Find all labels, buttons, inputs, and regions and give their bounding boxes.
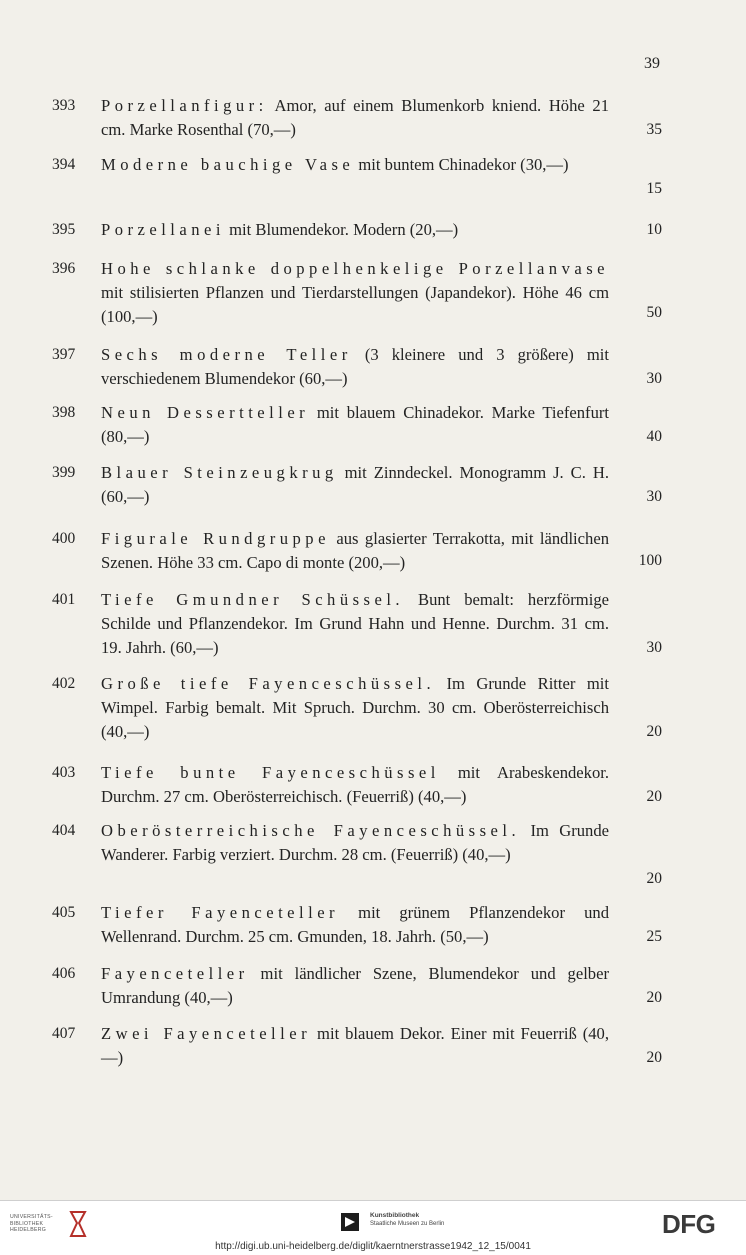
lot-price: 30 [646, 370, 662, 387]
lot-number: 399 [52, 464, 76, 481]
lot-number: 401 [52, 591, 76, 608]
lot-number: 395 [52, 221, 76, 238]
lot-price: 20 [646, 1049, 662, 1066]
lot-price: 50 [646, 304, 662, 321]
lot-number: 394 [52, 156, 76, 173]
lot-title: Blauer Steinzeugkrug [101, 463, 338, 482]
lot-title: Figurale Rundgruppe [101, 529, 330, 548]
library-subtitle: Staatliche Museen zu Berlin [370, 1221, 445, 1227]
lot-details: Bunt bemalt: herzförmige Schilde und Pflanzendekor. Im Grund Hahn und Henne. Durchm. 31 cm. 19. Jahrh. (60,—) [101, 590, 609, 657]
lot-details: mit buntem Chinadekor (30,—) [354, 155, 569, 174]
lot-price: 20 [646, 788, 662, 805]
lot-details: mit Arabeskendekor. Durchm. 27 cm. Oberösterreichisch. (Feuerriß) (40,—) [101, 763, 609, 806]
university-seal-icon [68, 1209, 88, 1239]
lot-description [101, 94, 609, 142]
kunstbibliothek-logo-icon [341, 1213, 359, 1231]
lot-description [101, 962, 609, 1010]
lot-details: mit stilisierten Pflanzen und Tierdarstellungen (Japandekor). Höhe 46 cm (100,—) [101, 283, 609, 326]
lot-details: mit blauem Dekor. Einer mit Feuerriß (40,—) [101, 1024, 609, 1067]
lot-price: 20 [646, 723, 662, 740]
lot-price: 100 [638, 552, 662, 569]
lot-number: 402 [52, 675, 76, 692]
lot-title: Fayenceteller [101, 964, 249, 983]
lot-number: 404 [52, 822, 76, 839]
digitization-footer [0, 1200, 746, 1255]
lot-description [101, 343, 609, 391]
lot-details: aus glasierter Terrakotta, mit ländlichen Szenen. Höhe 33 cm. Capo di monte (200,—) [101, 529, 609, 572]
lot-details: Amor, auf einem Blumenkorb kniend. Höhe 21 cm. Marke Rosenthal (70,—) [101, 96, 609, 139]
lot-price: 30 [646, 488, 662, 505]
lot-price: 20 [646, 870, 662, 887]
lot-number: 398 [52, 404, 76, 421]
lot-description [101, 153, 609, 177]
lot-number: 405 [52, 904, 76, 921]
lot-number: 396 [52, 260, 76, 277]
lot-details: mit Blumendekor. Modern (20,—) [224, 220, 459, 239]
lot-details: mit Zinndeckel. Monogramm J. C. H. (60,—) [101, 463, 609, 506]
lot-description [101, 218, 609, 242]
lot-description [101, 1022, 609, 1070]
lot-price: 25 [646, 928, 662, 945]
lot-description [101, 527, 609, 575]
lot-title: Tiefe bunte Fayenceschüssel [101, 763, 440, 782]
university-logo-line: HEIDELBERG [10, 1227, 47, 1233]
lot-title: Tiefer Fayenceteller [101, 903, 340, 922]
lot-number: 393 [52, 97, 76, 114]
lot-details: mit blauem Chinadekor. Marke Tiefenfurt (80,—) [101, 403, 610, 446]
lot-description [101, 461, 609, 509]
dfg-logo: DFG [662, 1209, 716, 1239]
lot-title: Zwei Fayenceteller [101, 1024, 312, 1043]
university-logo-line: BIBLIOTHEK [10, 1220, 44, 1227]
lot-price: 10 [646, 221, 662, 238]
lot-number: 407 [52, 1025, 76, 1042]
university-library-logo [10, 1214, 74, 1234]
lot-price: 15 [646, 180, 662, 197]
kunstbibliothek-label [370, 1211, 444, 1229]
lot-details: (3 kleinere und 3 größere) mit verschiedenem Blumendekor (60,—) [101, 345, 609, 388]
lot-details: mit grünem Pflanzendekor und Wellenrand. Durchm. 25 cm. Gmunden, 18. Jahrh. (50,—) [101, 903, 609, 946]
lot-number: 406 [52, 965, 76, 982]
lot-title: Oberösterreichische Fayenceschüssel. [101, 821, 521, 840]
lot-number: 400 [52, 530, 76, 547]
lot-title: Porzellanfigur: [101, 96, 268, 115]
lot-price: 35 [646, 121, 662, 138]
lot-number: 403 [52, 764, 76, 781]
university-logo-line: UNIVERSITÄTS- [10, 1214, 53, 1220]
lot-description [101, 819, 609, 867]
lot-price: 20 [646, 989, 662, 1006]
lot-title: Moderne bauchige Vase [101, 155, 355, 174]
page-number: 39 [644, 55, 660, 72]
lot-description [101, 401, 609, 449]
lot-description [101, 761, 609, 809]
lot-title: Neun Dessertteller [101, 403, 310, 422]
lot-price: 30 [646, 639, 662, 656]
lot-title: Große tiefe Fayenceschüssel. [101, 674, 436, 693]
lot-price: 40 [646, 428, 662, 445]
lot-title: Porzellanei [101, 220, 225, 239]
lot-title: Sechs moderne Teller [101, 345, 352, 364]
lot-details: Im Grunde Wanderer. Farbig verziert. Durchm. 28 cm. (Feuerriß) (40,—) [101, 821, 609, 864]
lot-description [101, 257, 609, 329]
lot-description [101, 588, 609, 660]
lot-title: Tiefe Gmundner Schüssel. [101, 590, 405, 609]
lot-title: Hohe schlanke doppelhenkelige Porzellanvase [101, 259, 609, 278]
lot-description [101, 901, 609, 949]
lot-number: 397 [52, 346, 76, 363]
lot-details: mit ländlicher Szene, Blumendekor und gelber Umrandung (40,—) [101, 964, 609, 1007]
lot-description [101, 672, 609, 744]
lot-details: Im Grunde Ritter mit Wimpel. Farbig bemalt. Mit Spruch. Durchm. 30 cm. Oberösterreichisch (40,—) [101, 674, 609, 741]
library-title: Kunstbibliothek [370, 1212, 420, 1219]
source-url[interactable]: http://digi.ub.uni-heidelberg.de/diglit/kaerntnerstrasse1942_12_15/0041 [215, 1241, 531, 1252]
